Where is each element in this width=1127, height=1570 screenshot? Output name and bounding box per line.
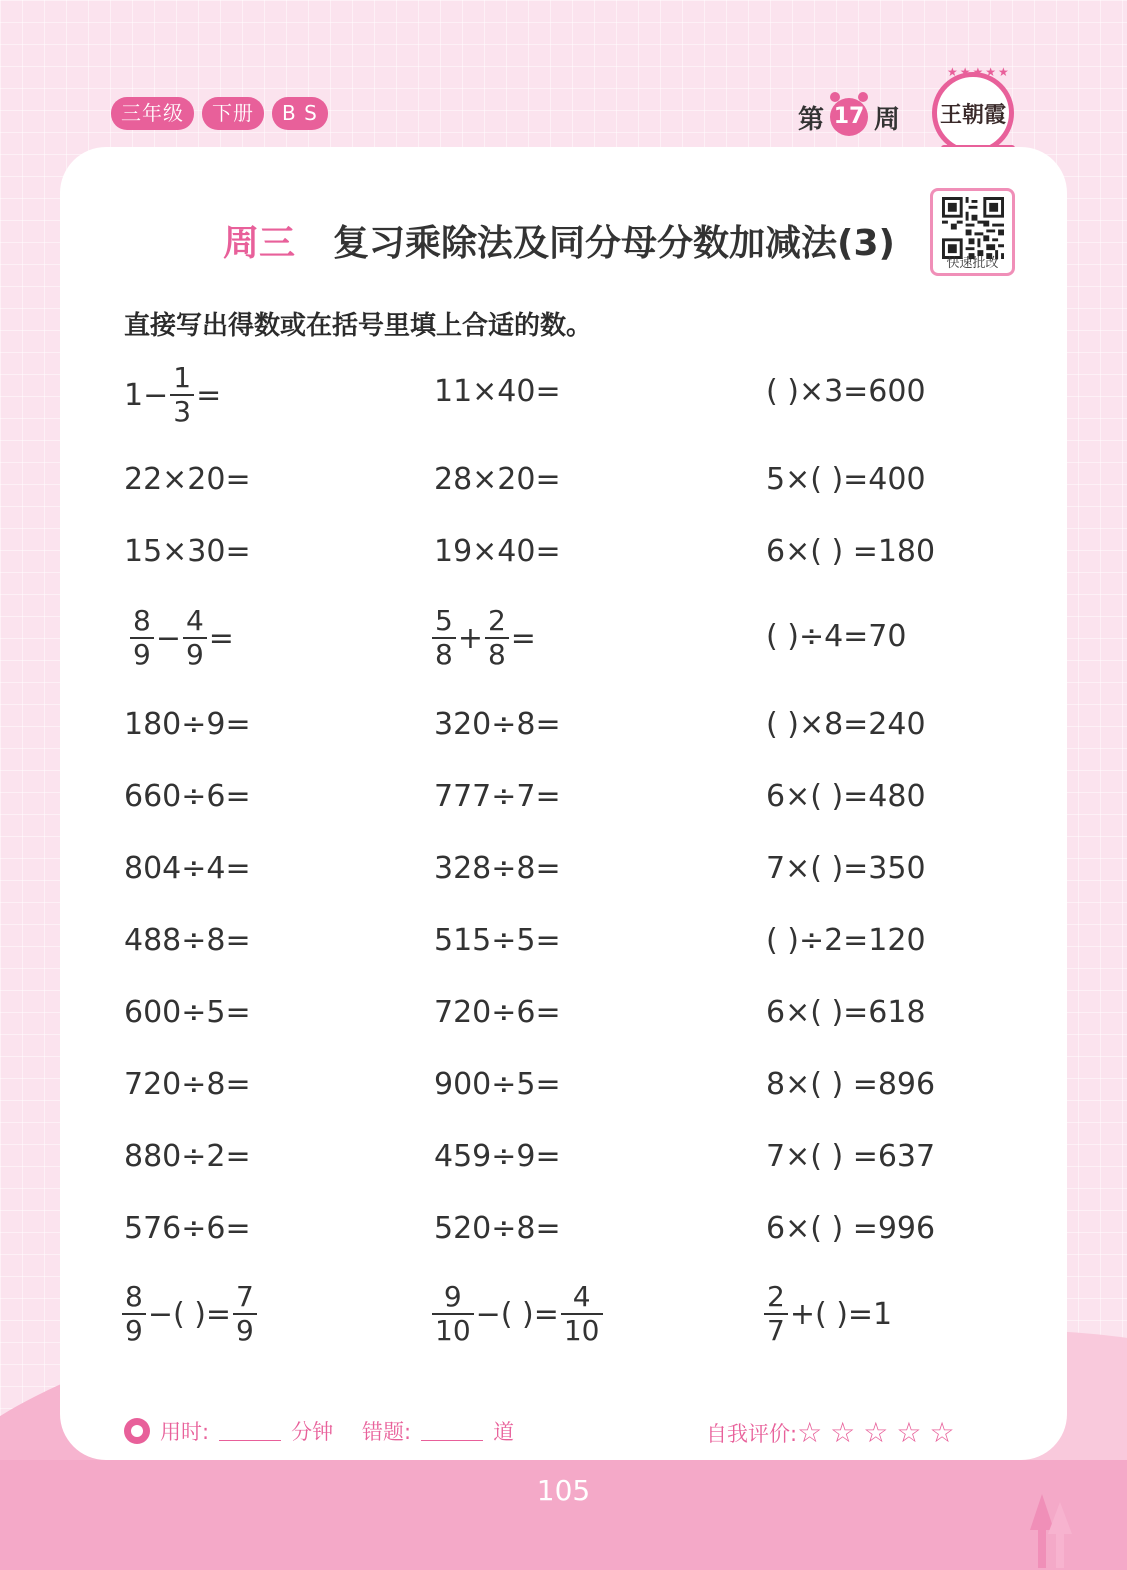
problem-text: = [196,377,222,413]
problem: 660÷6= [124,779,251,814]
problem-text: +( )=1 [789,1296,893,1332]
problem: ( )×8=240 [766,707,926,742]
fraction [432,605,456,671]
problem: 6×( ) =996 [766,1211,936,1246]
problem [762,1281,892,1347]
week-number-badge: 17 [830,98,868,136]
fraction [130,605,154,671]
problem-text: = [208,620,234,656]
error-record [362,1416,514,1446]
problem: 720÷8= [124,1067,251,1102]
problem: 459÷9= [434,1139,561,1174]
problem-text: 1− [124,377,169,413]
problem: 6×( )=618 [766,995,926,1030]
denominator: 9 [183,637,207,671]
problem [128,605,234,671]
problem [120,1281,259,1347]
problem [430,1281,605,1347]
errors-label: 错题: [362,1420,412,1444]
denominator: 3 [170,394,194,428]
errors-unit: 道 [493,1420,515,1444]
title-day: 周三 [223,223,296,264]
fraction [561,1281,603,1347]
numerator: 4 [185,604,204,637]
problem: ( )÷2=120 [766,923,926,958]
problem [430,605,536,671]
problem: ( )×3=600 [766,374,926,409]
problem: 7×( ) =637 [766,1139,936,1174]
denominator: 8 [432,637,456,671]
problem: 15×30= [124,534,251,569]
problem: 22×20= [124,462,251,497]
instruction: 直接写出得数或在括号里填上合适的数。 [124,311,593,341]
week-prefix: 第 [798,104,825,135]
time-unit: 分钟 [291,1420,334,1444]
numerator: 9 [443,1280,462,1313]
denominator: 9 [130,637,154,671]
problem [124,362,221,428]
star-icon: ★★★★★ [947,65,1011,79]
page-title [223,215,895,266]
fraction [432,1281,474,1347]
self-rating [706,1416,963,1449]
problem: 19×40= [434,534,561,569]
star-rating-icons[interactable]: ☆☆☆☆☆ [797,1416,963,1449]
problem: 576÷6= [124,1211,251,1246]
problem: 7×( )=350 [766,851,926,886]
numerator: 1 [173,361,192,394]
denominator: 10 [561,1313,603,1347]
operator: − [155,620,181,656]
title-topic: 复习乘除法及同分母分数加减法(3) [333,223,895,264]
denominator: 7 [764,1313,788,1347]
operator: + [457,620,483,656]
problem: 180÷9= [124,707,251,742]
qr-code-box[interactable] [930,188,1015,276]
denominator: 9 [122,1313,146,1347]
fraction [183,605,207,671]
denominator: 9 [233,1313,257,1347]
numerator: 8 [133,604,151,637]
stopwatch-icon [124,1418,150,1444]
problem: 6×( )=480 [766,779,926,814]
problem: 900÷5= [434,1067,561,1102]
problem: 328÷8= [434,851,561,886]
time-record [124,1416,333,1446]
problem: 777÷7= [434,779,561,814]
problem: 28×20= [434,462,561,497]
problem: 320÷8= [434,707,561,742]
problem: 804÷4= [124,851,251,886]
fraction [122,1281,146,1347]
grade-tags [111,97,328,130]
problem-text: −( )= [475,1296,559,1332]
numerator: 4 [572,1280,591,1313]
denominator: 10 [432,1313,474,1347]
qr-code-icon [941,197,1005,259]
problem: 5×( )=400 [766,462,926,497]
problem: 880÷2= [124,1139,251,1174]
problem-text: −( )= [147,1296,232,1332]
problem: ( )÷4=70 [766,619,907,654]
numerator: 2 [767,1280,785,1313]
problem: 11×40= [434,374,561,409]
problem: 6×( ) =180 [766,534,936,569]
problem: 515÷5= [434,923,561,958]
grade-tag: 三年级 [111,97,194,130]
fraction [233,1281,257,1347]
problem: 600÷5= [124,995,251,1030]
time-input-line[interactable] [219,1421,281,1441]
rating-label: 自我评价: [706,1421,798,1446]
brand-logo [932,65,1014,154]
problem: 488÷8= [124,923,251,958]
volume-tag: 下册 [202,97,264,130]
arrow-decoration-icon [1030,1490,1074,1568]
logo-text: 王朝霞 [939,101,1006,128]
numerator: 5 [435,604,453,637]
edition-tag: B S [272,97,328,130]
numerator: 2 [487,604,506,637]
problem: 520÷8= [434,1211,561,1246]
fraction [170,362,194,428]
problem-text: = [510,620,536,656]
denominator: 8 [485,637,509,671]
fraction [485,605,509,671]
numerator: 7 [236,1280,254,1313]
page-number: 105 [536,1474,591,1507]
time-label: 用时: [160,1420,210,1444]
problem: 8×( ) =896 [766,1067,936,1102]
week-suffix: 周 [874,104,901,135]
qr-label: 快速批改 [946,256,999,271]
problem: 720÷6= [434,995,561,1030]
errors-input-line[interactable] [421,1421,483,1441]
week-indicator [798,98,900,136]
numerator: 8 [125,1280,143,1313]
fraction [764,1281,788,1347]
